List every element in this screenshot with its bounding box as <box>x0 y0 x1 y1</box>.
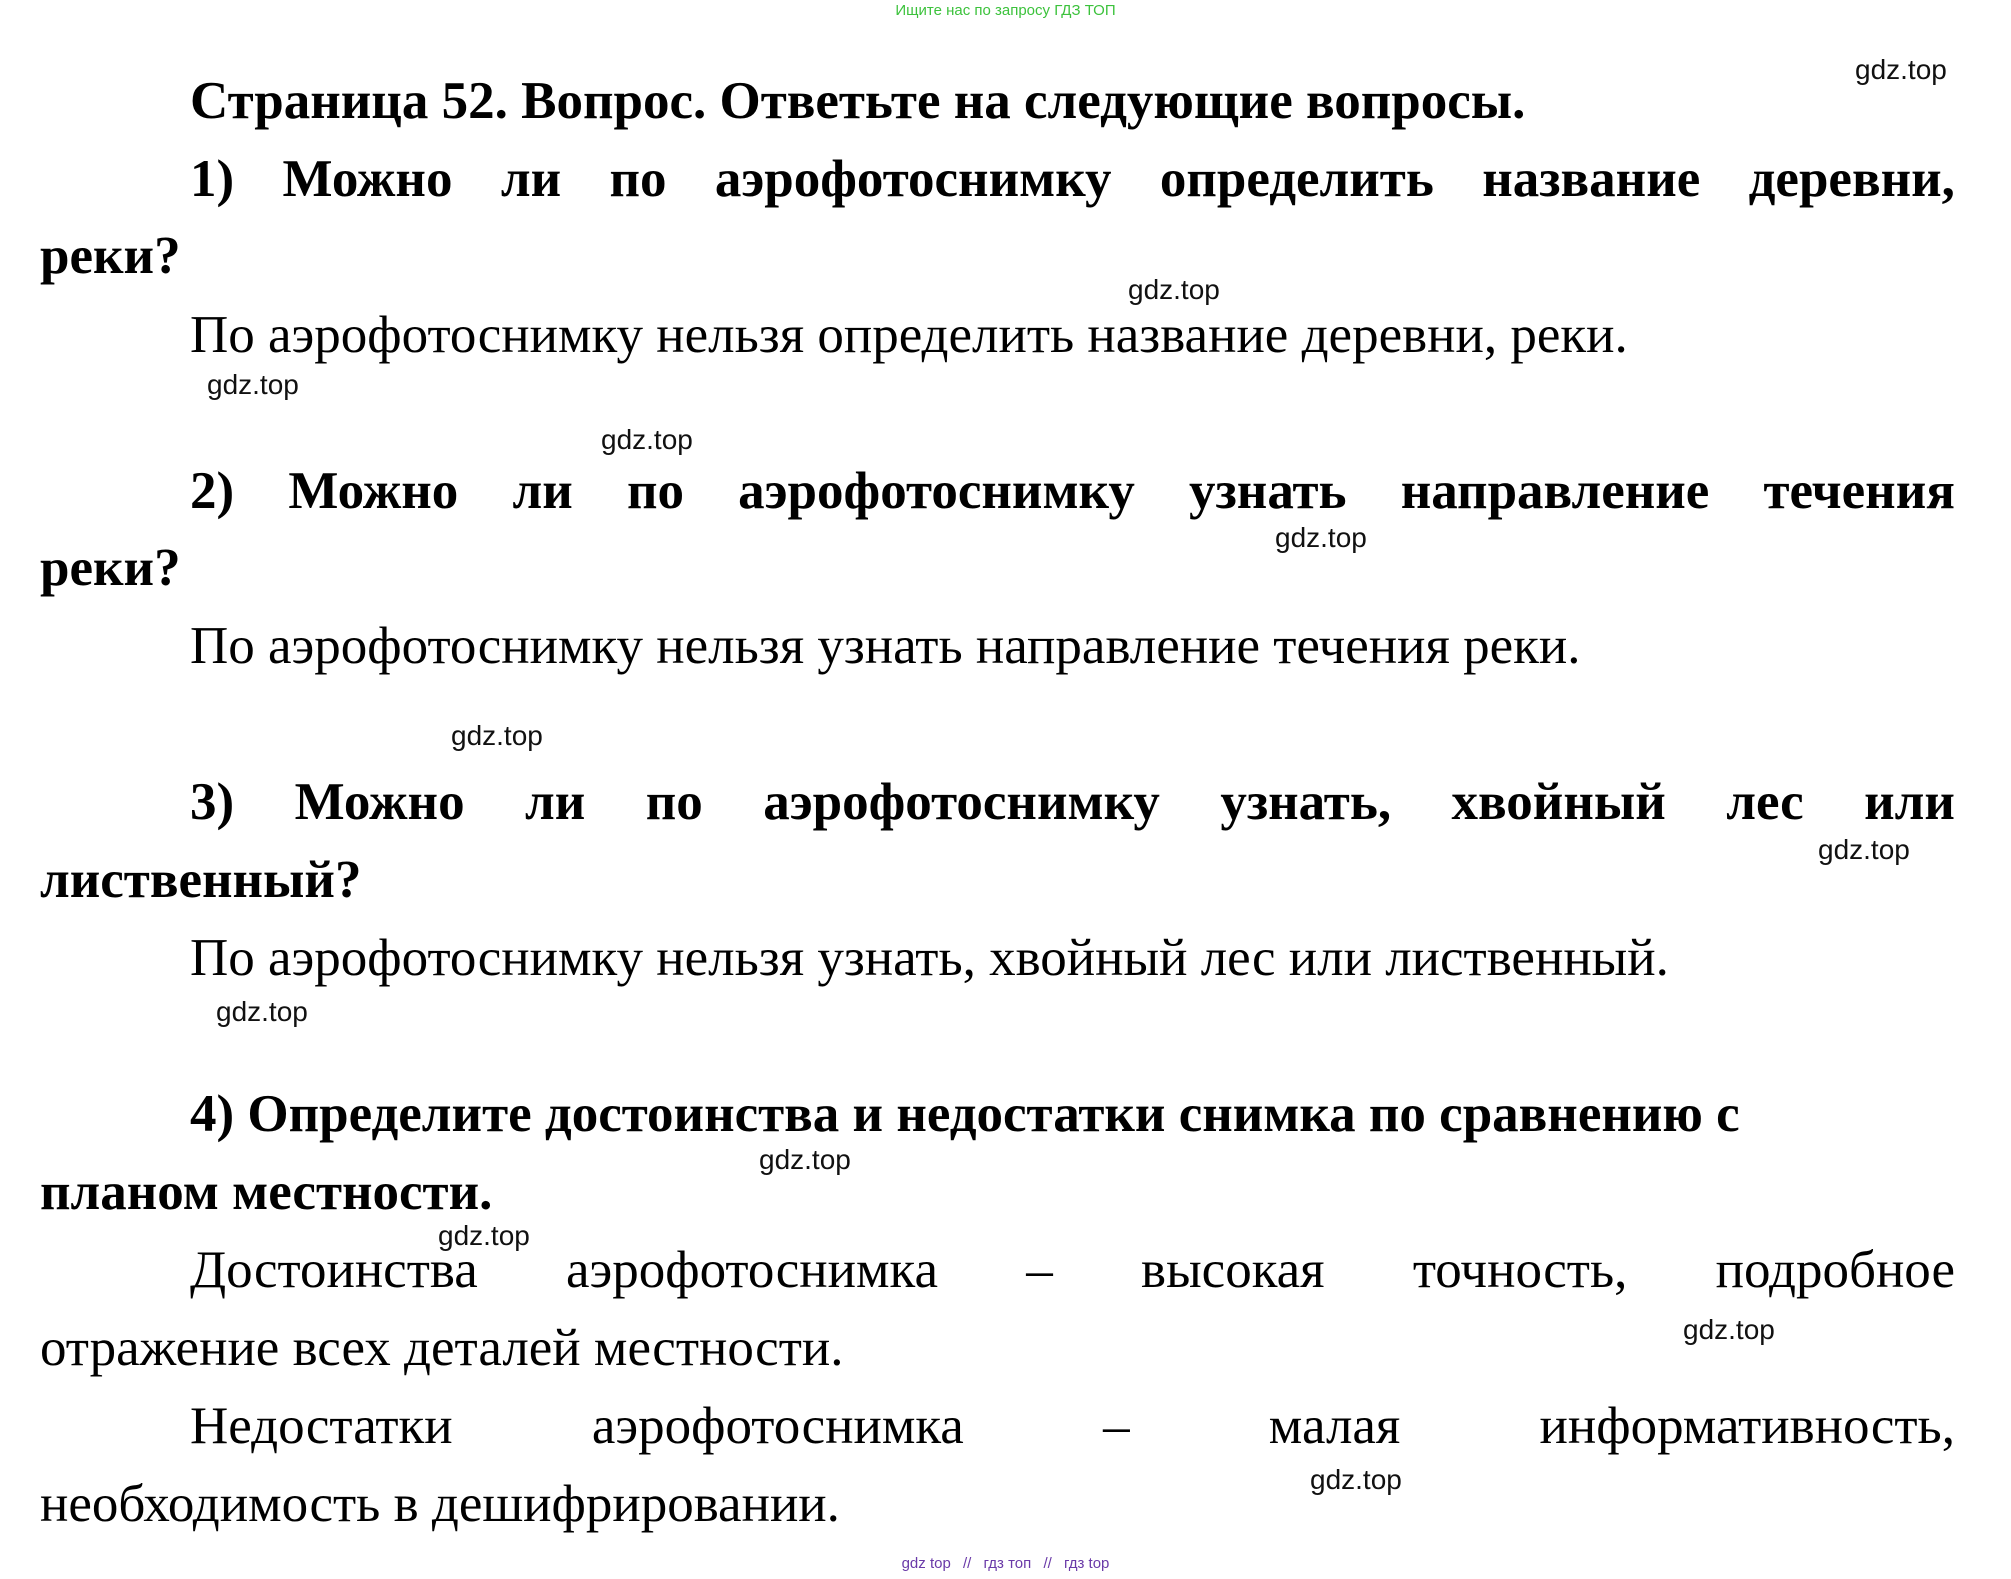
answer-word: точность, <box>1412 1241 1628 1299</box>
search-hint-banner: Ищите нас по запросу ГДЗ ТОП <box>895 2 1116 19</box>
question-word: хвойный <box>1451 773 1666 831</box>
question-2-line-2: реки? <box>40 539 181 597</box>
question-word: направление <box>1400 462 1710 520</box>
footer-link[interactable]: gdz top <box>901 1555 951 1572</box>
question-1-line-2: реки? <box>40 227 181 285</box>
question-word: узнать <box>1189 462 1347 520</box>
question-3-line-2: лиственный? <box>40 851 362 909</box>
page-title: Страница 52. Вопрос. Ответьте на следующие вопросы. <box>190 72 1526 130</box>
watermark-text: gdz.top <box>1855 54 1947 85</box>
disadvantages-line-2: необходимость в дешифрировании. <box>40 1475 840 1533</box>
answer-word: аэрофотоснимка <box>566 1241 938 1299</box>
question-word: Можно <box>288 462 459 520</box>
question-word: или <box>1864 773 1955 831</box>
question-word: определить <box>1159 150 1434 208</box>
question-word: узнать, <box>1220 773 1392 831</box>
question-4-line-2: планом местности. <box>40 1163 493 1221</box>
question-4-line-1: 4) Определите достоинства и недостатки снимка по сравнению с <box>190 1085 1740 1143</box>
question-word: ли <box>525 773 586 831</box>
watermark-text: gdz.top <box>759 1144 851 1175</box>
answer-word: аэрофотоснимка <box>591 1397 964 1455</box>
question-word: 1) <box>190 150 235 208</box>
question-word: деревни, <box>1748 150 1955 208</box>
answer-word: Достоинства <box>190 1241 478 1299</box>
answer-word: информативность, <box>1539 1397 1955 1455</box>
watermark-text: gdz.top <box>1275 522 1367 553</box>
question-word: 3) <box>190 773 235 831</box>
footer-link[interactable]: гдз top <box>1063 1555 1110 1572</box>
answer-2: По аэрофотоснимку нельзя узнать направление течения реки. <box>190 617 1581 675</box>
question-word: по <box>626 462 684 520</box>
watermark-text: gdz.top <box>1128 274 1220 305</box>
watermark-text: gdz.top <box>207 369 299 400</box>
question-word: Можно <box>282 150 453 208</box>
watermark-text: gdz.top <box>438 1220 530 1251</box>
question-word: аэрофотоснимку <box>714 150 1112 208</box>
question-word: ли <box>512 462 573 520</box>
answer-word: – <box>1026 1241 1053 1299</box>
question-3-line-1 <box>40 771 1955 833</box>
footer-links <box>0 1554 2011 1574</box>
answer-3: По аэрофотоснимку нельзя узнать, хвойный лес или лиственный. <box>190 929 1669 987</box>
question-word: название <box>1482 150 1701 208</box>
disadvantages-line-1 <box>40 1395 1955 1457</box>
watermark-text: gdz.top <box>216 996 308 1027</box>
footer-link[interactable]: гдз топ <box>983 1555 1032 1572</box>
question-word: аэрофотоснимку <box>763 773 1160 831</box>
advantages-line-2: отражение всех деталей местности. <box>40 1319 844 1377</box>
question-word: лес <box>1726 773 1804 831</box>
answer-word: – <box>1103 1397 1130 1455</box>
watermark-text: gdz.top <box>1818 834 1910 865</box>
question-word: 2) <box>190 462 235 520</box>
watermark-text: gdz.top <box>1310 1464 1402 1495</box>
question-word: Можно <box>294 773 465 831</box>
question-word: течения <box>1763 462 1955 520</box>
answer-word: Недостатки <box>190 1397 453 1455</box>
answer-word: высокая <box>1141 1241 1325 1299</box>
question-word: аэрофотоснимку <box>738 462 1135 520</box>
question-2-line-1 <box>40 460 1955 522</box>
answer-1: По аэрофотоснимку нельзя определить название деревни, реки. <box>190 306 1628 364</box>
question-word: по <box>645 773 703 831</box>
question-word: ли <box>500 150 562 208</box>
footer-separator: // <box>1043 1555 1052 1572</box>
watermark-text: gdz.top <box>601 424 693 455</box>
footer-separator: // <box>962 1555 972 1572</box>
answer-word: подробное <box>1715 1241 1955 1299</box>
advantages-line-1 <box>40 1239 1955 1301</box>
answer-word: малая <box>1268 1397 1401 1455</box>
question-word: по <box>609 150 667 208</box>
question-1-line-1 <box>40 148 1955 210</box>
watermark-text: gdz.top <box>1683 1314 1775 1345</box>
watermark-text: gdz.top <box>451 720 543 751</box>
